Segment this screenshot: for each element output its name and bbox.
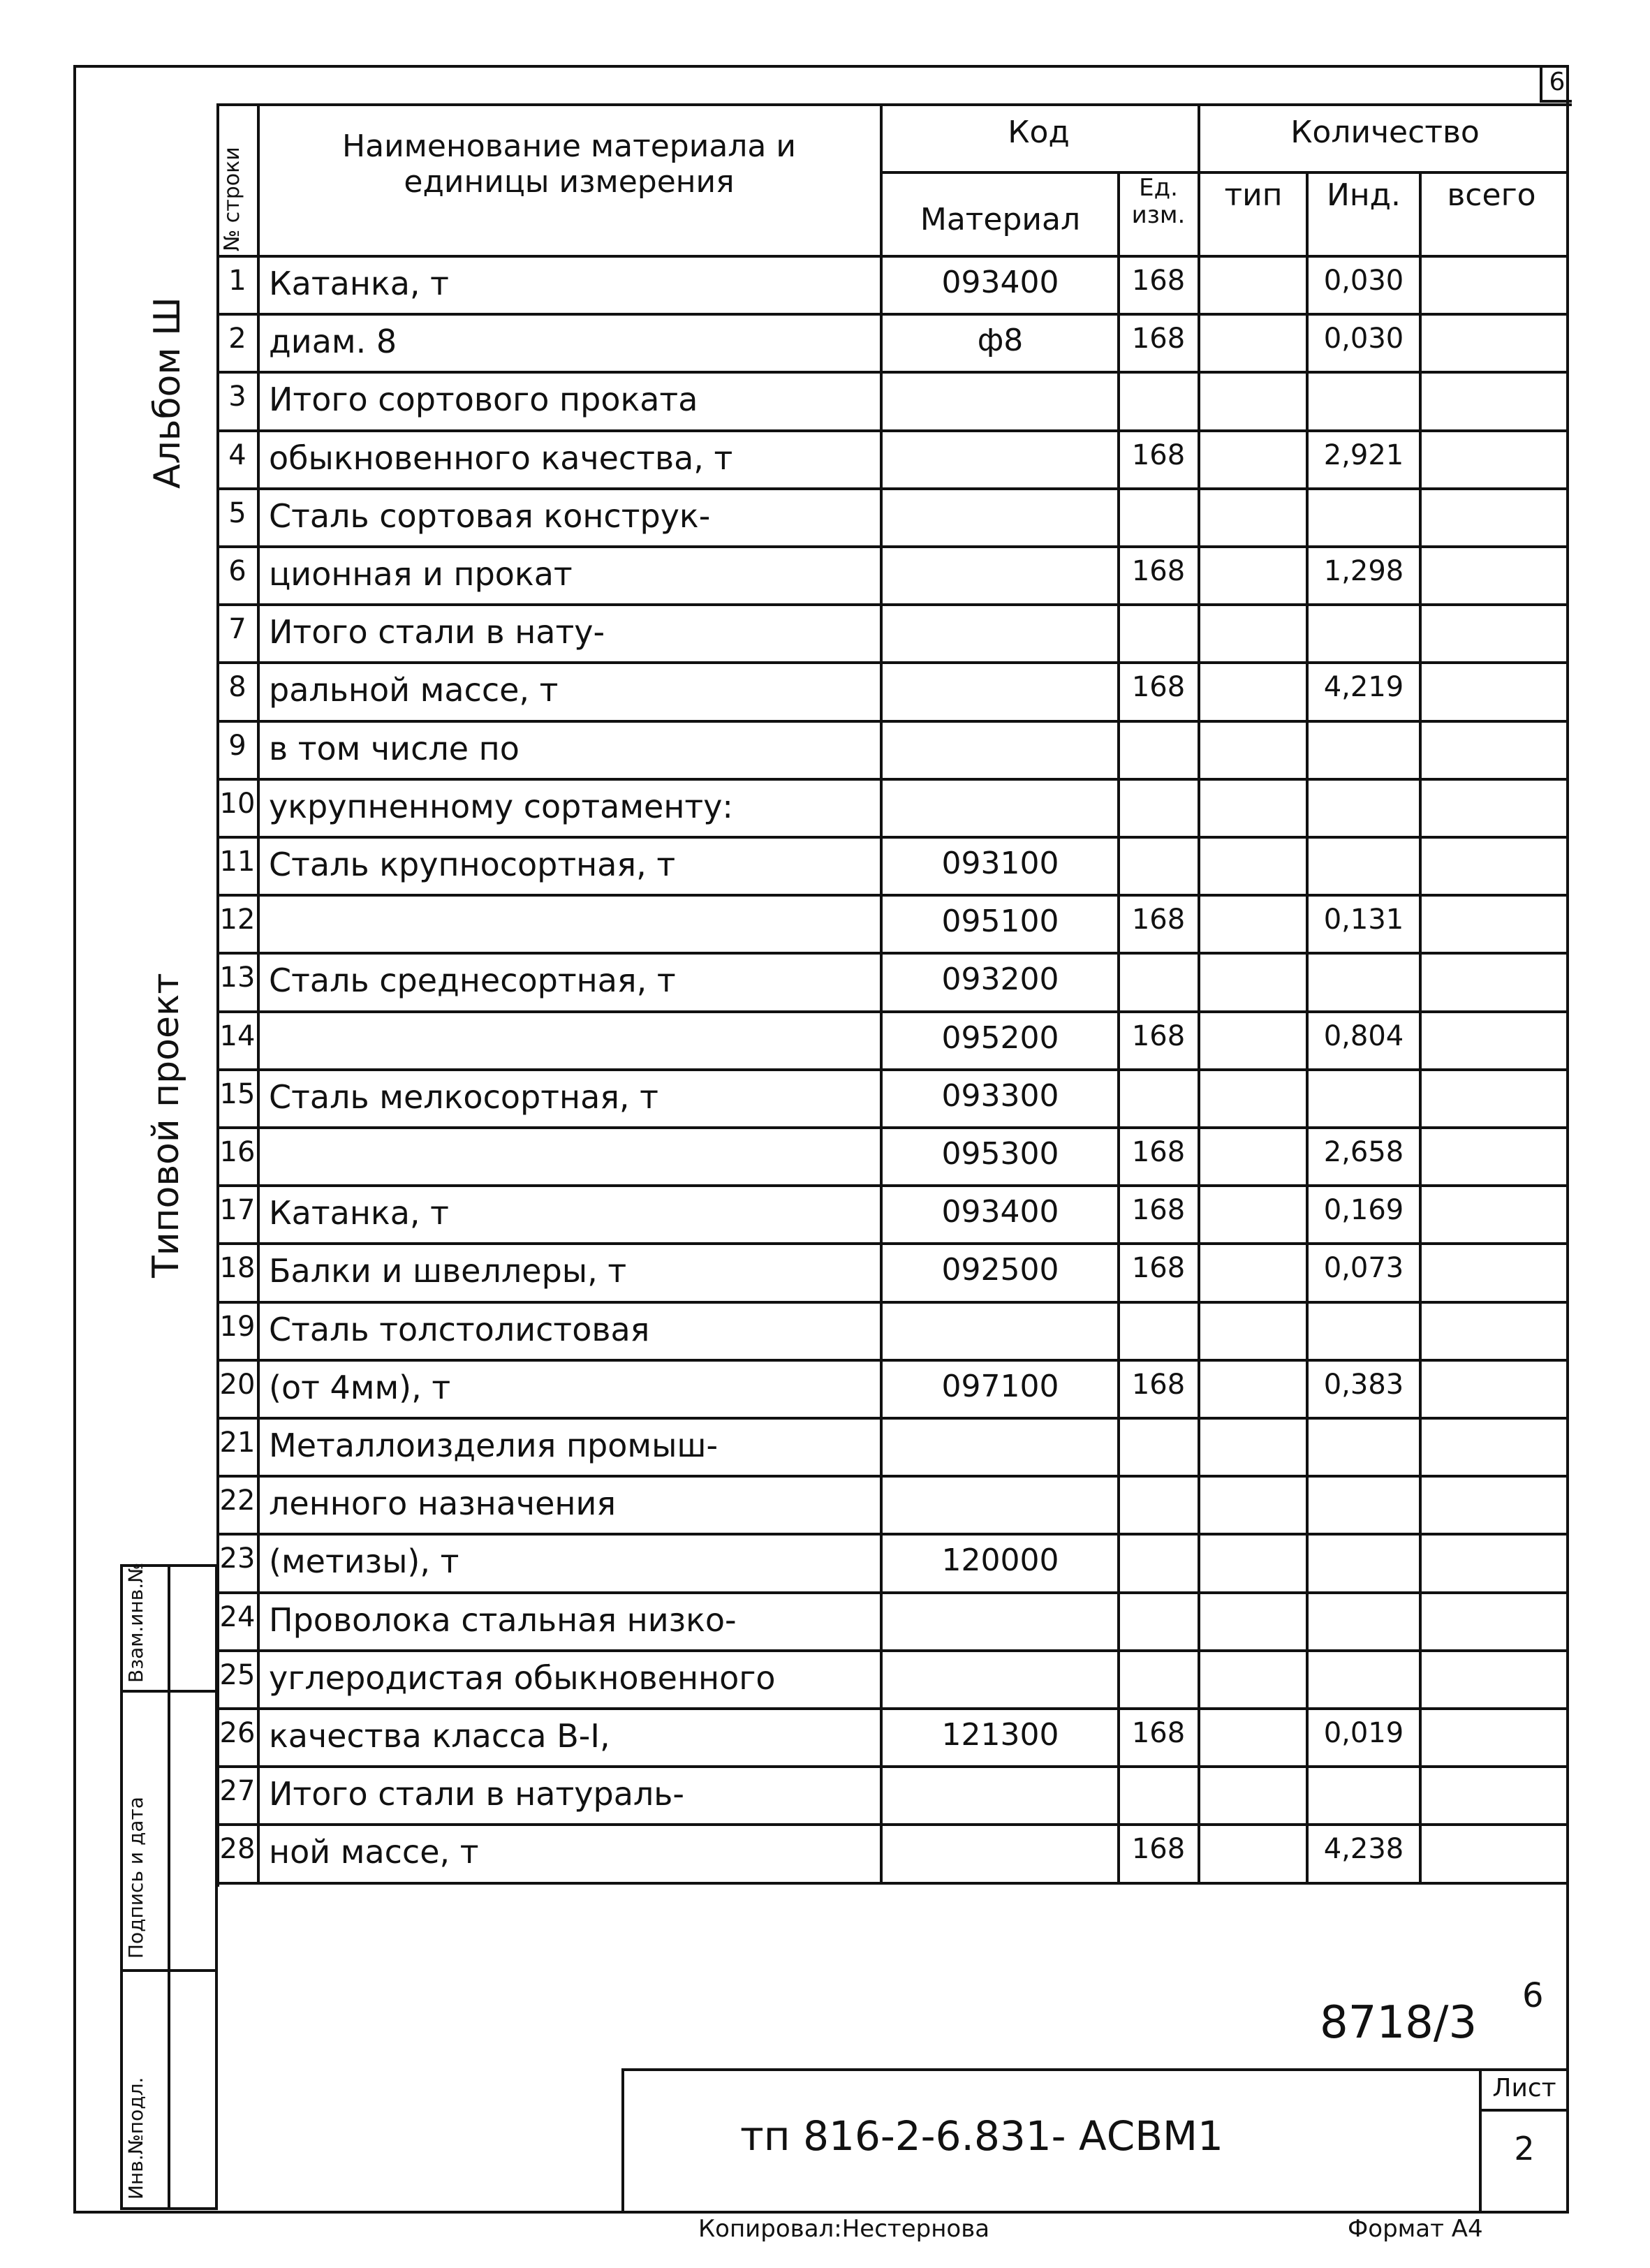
row-divider (216, 778, 1569, 781)
row-name: Катанка, т (269, 265, 449, 302)
row-divider (216, 1184, 1569, 1187)
row-ind-value: 2,658 (1323, 1136, 1404, 1168)
row-name: Сталь толстолистовая (269, 1311, 650, 1348)
row-ind-value: 0,030 (1323, 265, 1404, 297)
row-number: 17 (219, 1194, 256, 1226)
row-number: 27 (219, 1775, 256, 1807)
row-unit-code: 168 (1131, 1833, 1186, 1865)
row-unit-code: 168 (1131, 555, 1186, 587)
row-ind-value: 0,073 (1323, 1252, 1404, 1284)
header-total: всего (1447, 177, 1536, 213)
row-divider (216, 1359, 1569, 1362)
row-name: обыкновенного качества, т (269, 439, 733, 477)
row-name: (метизы), т (269, 1542, 459, 1580)
header-bottom-line (216, 255, 1569, 258)
stamp-divider (168, 1564, 170, 2210)
row-material-code: 121300 (941, 1717, 1059, 1753)
col-line-total (1419, 171, 1422, 1884)
row-material-code: 093200 (941, 962, 1059, 997)
row-name: Итого сортового проката (269, 381, 698, 418)
designation: тп 816-2-6.831- АСВМ1 (740, 2112, 1223, 2160)
row-ind-value: 0,019 (1323, 1717, 1404, 1749)
row-name: Итого стали в нату- (269, 613, 605, 651)
row-divider (216, 836, 1569, 839)
row-unit-code: 168 (1131, 1717, 1186, 1749)
copied-by: Копировал:Нестернова (698, 2215, 990, 2243)
row-number: 15 (219, 1078, 256, 1110)
header-material: Материал (920, 202, 1081, 237)
row-number: 1 (228, 265, 246, 297)
row-name: Металлоизделия промыш- (269, 1427, 719, 1464)
row-unit-code: 168 (1131, 671, 1186, 703)
row-ind-value: 0,169 (1323, 1194, 1404, 1226)
row-name: Сталь крупносортная, т (269, 846, 676, 883)
row-material-code: 095100 (941, 904, 1059, 939)
row-number: 5 (228, 497, 246, 529)
row-number: 11 (219, 846, 256, 878)
header-quantity: Количество (1290, 115, 1480, 150)
row-divider (216, 661, 1569, 664)
row-name: Катанка, т (269, 1194, 449, 1232)
header-row-no-cell (218, 105, 257, 255)
header-code: Код (1008, 115, 1070, 150)
row-number: 25 (219, 1659, 256, 1691)
row-material-code: 093400 (941, 1194, 1059, 1230)
row-divider (216, 1591, 1569, 1594)
row-divider (216, 313, 1569, 316)
row-divider (216, 429, 1569, 432)
row-ind-value: 0,030 (1323, 323, 1404, 355)
header-type: тип (1224, 177, 1283, 213)
row-name: Сталь среднесортная, т (269, 962, 676, 999)
row-number: 18 (219, 1252, 256, 1284)
row-number: 20 (219, 1369, 256, 1401)
row-material-code: 097100 (941, 1369, 1059, 1404)
stamp-label-replace: Взам.инв.№ (124, 1562, 147, 1683)
row-divider (216, 371, 1569, 374)
row-divider (216, 1010, 1569, 1013)
row-unit-code: 168 (1131, 904, 1186, 936)
row-ind-value: 1,298 (1323, 555, 1404, 587)
row-unit-code: 168 (1131, 439, 1186, 471)
row-number: 22 (219, 1485, 256, 1517)
row-number: 13 (219, 962, 256, 994)
row-divider (216, 1126, 1569, 1129)
row-number: 9 (228, 730, 246, 762)
stamp-label-inv: Инв.№подл. (124, 2077, 147, 2200)
row-unit-code: 168 (1131, 1136, 1186, 1168)
row-number: 12 (219, 904, 256, 936)
row-divider (216, 1242, 1569, 1245)
sheet-value: 2 (1514, 2130, 1535, 2167)
row-material-code: 093300 (941, 1078, 1059, 1114)
row-name: Проволока стальная низко- (269, 1601, 737, 1639)
row-material-code: 095300 (941, 1136, 1059, 1172)
header-ind: Инд. (1326, 177, 1401, 213)
row-name: диам. 8 (269, 323, 397, 360)
header-name: Наименование материала и единицы измерения (342, 128, 796, 200)
row-divider (216, 894, 1569, 897)
row-name: Сталь мелкосортная, т (269, 1078, 658, 1116)
row-divider (216, 1068, 1569, 1071)
row-name: укрупненному сортаменту: (269, 788, 733, 825)
format-label: Формат А4 (1348, 2215, 1483, 2243)
header-unit: Ед. изм. (1131, 174, 1186, 230)
album-side-title: Альбом Ш (147, 297, 189, 489)
sheet-label-line (1479, 2109, 1569, 2112)
row-divider (216, 952, 1569, 955)
row-unit-code: 168 (1131, 323, 1186, 355)
project-side-title: Типовой проект (145, 973, 187, 1278)
row-divider (216, 1707, 1569, 1710)
row-number: 21 (219, 1427, 256, 1459)
row-ind-value: 4,219 (1323, 671, 1404, 703)
row-number: 23 (219, 1542, 256, 1575)
sheet-corner-number: 6 (1540, 66, 1572, 103)
row-divider (216, 1765, 1569, 1768)
row-name: ционная и прокат (269, 555, 573, 593)
row-number: 10 (219, 788, 256, 820)
stamp-divider-1 (120, 1969, 218, 1972)
row-name: Балки и швеллеры, т (269, 1252, 627, 1290)
doc-number-sup: 6 (1522, 1976, 1544, 2015)
row-number: 8 (228, 671, 246, 703)
row-divider (216, 545, 1569, 548)
row-divider (216, 603, 1569, 606)
row-unit-code: 168 (1131, 1369, 1186, 1401)
row-ind-value: 0,131 (1323, 904, 1404, 936)
row-divider (216, 487, 1569, 490)
row-name: ной массе, т (269, 1833, 479, 1871)
row-number: 16 (219, 1136, 256, 1168)
row-name: (от 4мм), т (269, 1369, 451, 1406)
row-name: Итого стали в натураль- (269, 1775, 684, 1813)
row-number: 7 (228, 613, 246, 645)
row-divider (216, 1649, 1569, 1652)
row-material-code: 120000 (941, 1542, 1059, 1578)
row-ind-value: 4,238 (1323, 1833, 1404, 1865)
row-divider (216, 1301, 1569, 1304)
row-divider (216, 720, 1569, 723)
stamp-divider-2 (120, 1690, 218, 1693)
row-name: ральной массе, т (269, 671, 559, 709)
row-number: 26 (219, 1717, 256, 1749)
row-name: в том числе по (269, 730, 520, 767)
row-name: углеродистая обыкновенного (269, 1659, 776, 1697)
row-number: 4 (228, 439, 246, 471)
row-number: 28 (219, 1833, 256, 1865)
header-row-no: № строки (220, 147, 244, 251)
header-subline (880, 171, 1569, 174)
row-divider (216, 1475, 1569, 1478)
doc-number: 8718/3 (1320, 1997, 1478, 2049)
row-number: 14 (219, 1020, 256, 1052)
row-ind-value: 0,383 (1323, 1369, 1404, 1401)
row-number: 3 (228, 381, 246, 413)
sheet-label: Лист (1492, 2074, 1556, 2103)
row-unit-code: 168 (1131, 265, 1186, 297)
row-divider (216, 1533, 1569, 1536)
row-unit-code: 168 (1131, 1194, 1186, 1226)
row-name: Сталь сортовая конструк- (269, 497, 711, 535)
row-number: 24 (219, 1601, 256, 1633)
row-material-code: ф8 (977, 323, 1024, 358)
row-ind-value: 0,804 (1323, 1020, 1404, 1052)
row-divider (216, 1417, 1569, 1420)
stamp-label-sign: Подпись и дата (124, 1797, 147, 1959)
row-name: качества класса В-I, (269, 1717, 610, 1755)
row-ind-value: 2,921 (1323, 439, 1404, 471)
row-material-code: 093400 (941, 265, 1059, 300)
row-unit-code: 168 (1131, 1020, 1186, 1052)
row-material-code: 092500 (941, 1252, 1059, 1288)
row-divider (216, 1823, 1569, 1826)
row-number: 6 (228, 555, 246, 587)
row-unit-code: 168 (1131, 1252, 1186, 1284)
row-number: 19 (219, 1311, 256, 1343)
row-material-code: 095200 (941, 1020, 1059, 1056)
row-material-code: 093100 (941, 846, 1059, 881)
row-divider (216, 1882, 1569, 1885)
row-name: ленного назначения (269, 1485, 617, 1522)
row-number: 2 (228, 323, 246, 355)
